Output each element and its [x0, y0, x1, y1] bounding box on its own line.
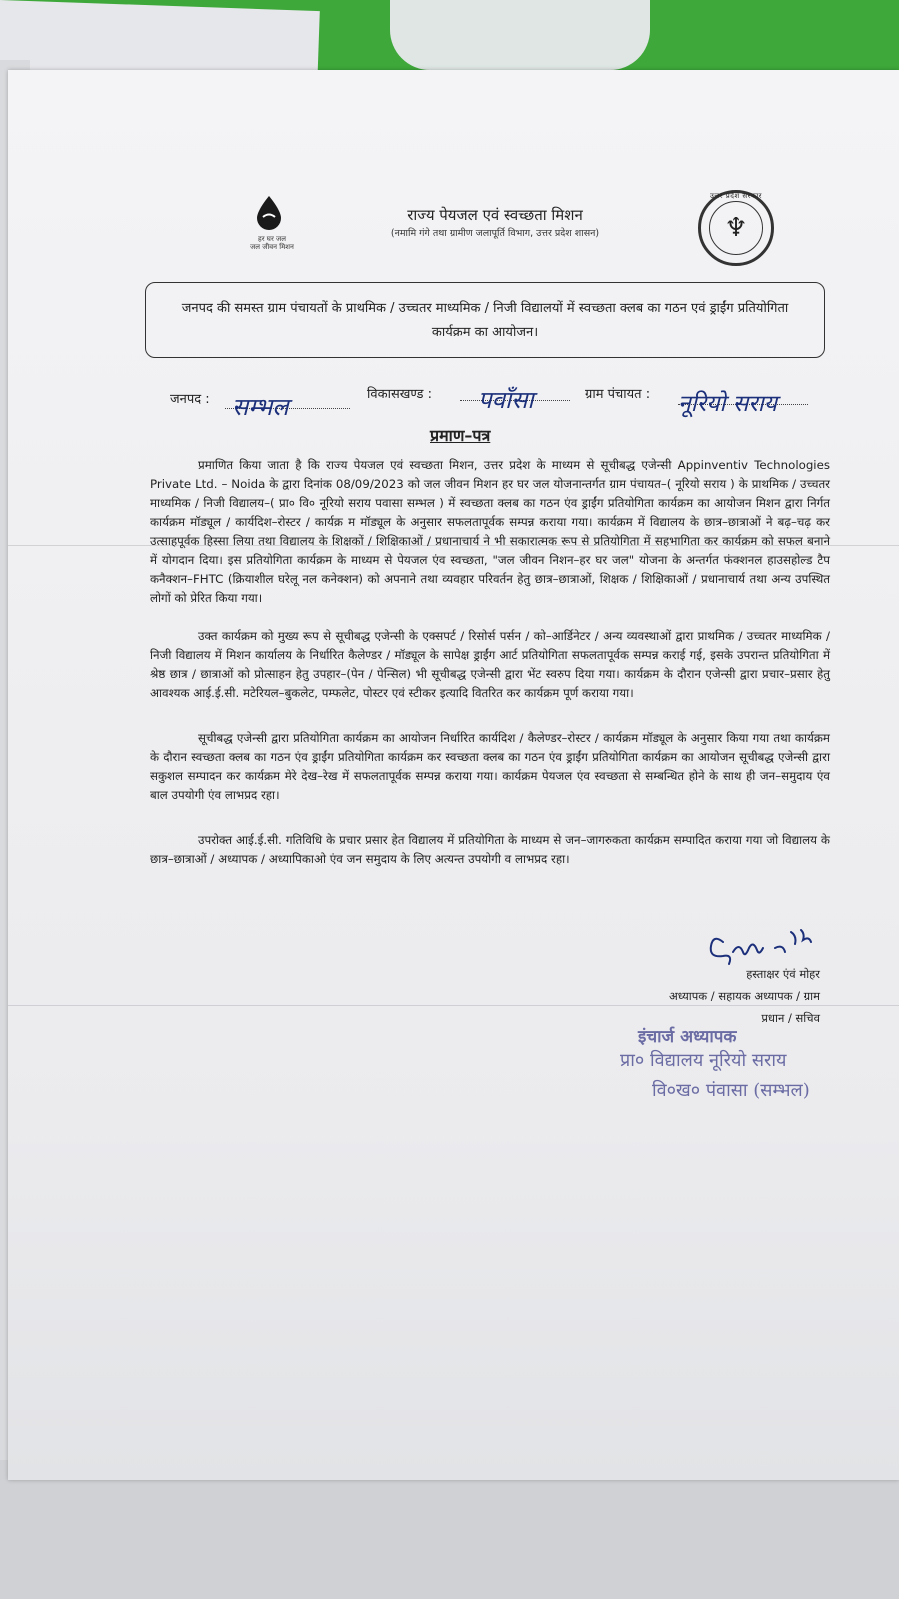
subject-box: जनपद की समस्त ग्राम पंचायतों के प्राथमिक / उच्चतर माध्यमिक / निजी विद्यालयों में स्वच्छता क्लब का गठन एवं ड्राईंग प्रतियोगिता कार्यक्रम का आयोजन। [145, 282, 825, 358]
stamp-line-3: वि०ख० पंवासा (सम्भल) [652, 1080, 810, 1101]
background-paper-bottom [0, 1460, 899, 1599]
signature-caption: हस्ताक्षर एंवं मोहर [746, 967, 820, 981]
water-drop-icon [254, 195, 284, 231]
paragraph-4: उपरोक्त आई.ई.सी. गतिविधि के प्रचार प्रसार हेत विद्यालय में प्रतियोगिता के माध्यम से जन–जागरुकता कार्यक्रम सम्पादित कराया गया जो विद्यालय के छात्र–छात्राओं / अध्यापक / अध्यापिकाओ एंव जन समुदाय के लिए अत्यन्त उपयोगी व लाभप्रद रहा। [150, 833, 830, 866]
janpad-value: सम्भल [232, 393, 289, 421]
gram-panchayat-label: ग्राम पंचायत : [585, 387, 651, 402]
certificate-title: प्रमाण–पत्र [430, 426, 491, 445]
signature-block [620, 963, 820, 1029]
stamp-line-2: प्रा० विद्यालय नूरियो सराय [620, 1050, 787, 1071]
mission-subtitle: (नमामि गंगे तथा ग्रामीण जलापूर्ति विभाग, उत्तर प्रदेश शासन) [390, 228, 600, 239]
stamp-line-1: इंचार्ज अध्यापक [638, 1027, 737, 1047]
signatory-designation-2: प्रधान / सचिव [761, 1011, 820, 1025]
gram-panchayat-value: नूरियो सराय [678, 391, 777, 417]
paragraph-1: प्रमाणित किया जाता है कि राज्य पेयजल एवं स्वच्छता मिशन, उत्तर प्रदेश के माध्यम से सूचीबद्ध एजेन्सी Appinventiv Technologies Private Ltd. – Noida के द्वारा दिनांक 08/09/2023 को जल जीवन मिशन हर घर जल योजनान्तर्गत ग्राम पंचायत–( नूरियो सराय ) के प्राथमिक / उच्चतर माध्यमिक / निजी विद्यालय–( प्रा० वि० नूरियो सराय पवासा सम्भल ) में स्वच्छता क्लब का गठन एंव ड्राईंग प्रतियोगिता कार्यक्रम का आयोजन मिशन द्वारा निर्गत कार्यक्रम मॉड्यूल / कार्यदिश–रोस्टर / कार्यक्र म मॉड्यूल के अनुसार सफलतापूर्वक सम्पन्न कराया गया। कार्यक्रम में विद्यालय के छात्र–छात्राओं ने बढ़–चढ़ कर उत्साहपूर्वक हिस्सा लिया तथा विद्यालय के शिक्षकों / शिक्षिकाओं / प्रधानाचार्य ने भी सकारात्मक रूप से प्रतियोगिता में सहभागिता कर कार्यक्रम को सफल बनाने में योगदान दिया। इस प्रतियोगिता कार्यक्रम के माध्यम से पेयजल एंव स्वच्छता, "जल जीवन निशन–हर घर जल" योजना के अन्तर्गत फंक्शनल हाउसहोल्ड टैप कनैक्शन–FHTC (क्रियाशील घरेलू नल कनेक्शन) को अपनाने तथा व्यवहार परिवर्तन हेतु छात्र–छात्राओं, शिक्षक / शिक्षिकाओं / प्रधानाचार्य तथा अन्य उपस्थित लोगों को प्रेरित किया गया। [150, 458, 830, 605]
paragraph-2: उक्त कार्यक्रम को मुख्य रूप से सूचीबद्ध एजेन्सी के एक्सपर्ट / रिसोर्स पर्सन / को–आर्डिनेटर / अन्य व्यवस्थाओं द्वारा प्राथमिक / उच्चतर माध्यमिक / निजी विद्यालय में मिशन कार्यालय के निर्धारित कैलेण्डर / मॉड्यूल के सापेक्ष ड्राईंग आर्ट प्रतियोगिता सफलतापूर्वक सम्पन्न कराई गई, इसके उपरान्त प्रतियोगिता में श्रेष्ठ छात्र / छात्राओं को प्रोत्साहन हेतु उपहार–(पेन / पेन्सिल) भी सूचीबद्ध एजेन्सी द्वारा भेंट स्वरुप दिया गया। कार्यक्रम के दौरान एजेन्सी द्वारा प्रचार–प्रसार हेतु आवश्यक आई.ई.सी. मटेरियल–बुकलेट, पम्फलेट, पोस्टर एवं स्टीकर इत्यादि वितरित कर कार्यक्रम पूर्ण कराया गया। [150, 629, 830, 700]
up-government-seal [698, 190, 774, 266]
emblem-icon: ♆ [709, 201, 763, 255]
background-object [390, 0, 650, 70]
har-ghar-jal-logo [244, 195, 300, 261]
paragraph-3: सूचीबद्ध एजेन्सी द्वारा प्रतियोगिता कार्यक्रम का आयोजन निर्धारित कार्यदिश / कैलेण्डर–रोस्टर / कार्यक्रम मॉड्यूल के अनुसार किया गया तथा कार्यक्रम के दौरान स्वच्छता क्लब का गठन एंव ड्राईंग प्रतियोगिता कार्यक्रम कर स्वच्छता क्लब का गठन एंव ड्राईंग प्रतियोगिता कार्यक्रम का आयोजन सूचीबद्ध एजेन्सी द्वारा सकुशल सम्पादन कर कार्यक्रम मेरे देख–रेख में सफलतापूर्वक सम्पन्न कराया गया। कार्यक्रम पेयजल एंव स्वच्छता से सम्बन्धित होने के साथ ही जन–समुदाय एंव बाल उपयोगी एंव लाभप्रद रहा। [150, 731, 830, 802]
logo-caption: हर घर जल जल जीवन मिशन [250, 235, 294, 251]
vikaskhand-value: पवाँसा [478, 386, 534, 414]
janpad-label: जनपद : [170, 392, 210, 407]
seal-text: उत्तर प्रदेश सरकार [709, 192, 763, 200]
mission-title: राज्य पेयजल एवं स्वच्छता मिशन [407, 206, 583, 224]
vikaskhand-label: विकासखण्ड : [367, 387, 433, 402]
signatory-designation: अध्यापक / सहायक अध्यापक / ग्राम [669, 989, 820, 1003]
